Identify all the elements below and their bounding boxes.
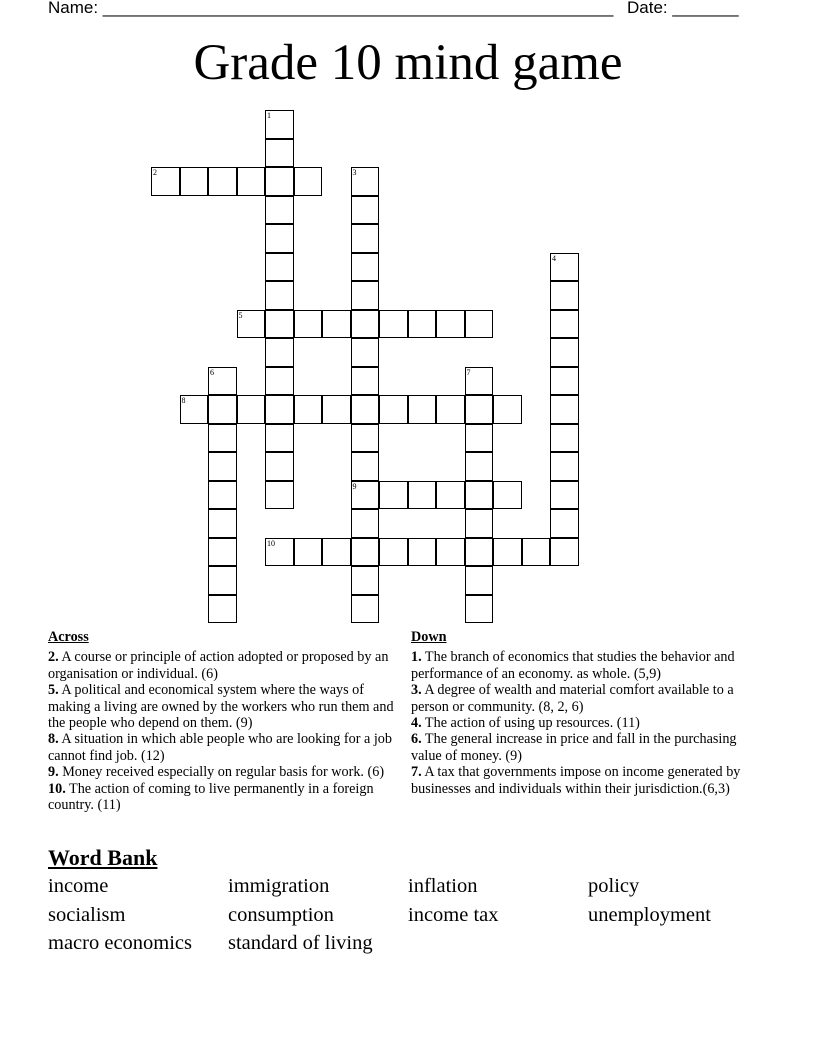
crossword-cell[interactable]	[265, 395, 294, 424]
clue-number-label: 8.	[48, 731, 59, 748]
crossword-cell[interactable]	[379, 481, 408, 510]
crossword-cell[interactable]	[265, 424, 294, 453]
crossword-cell[interactable]	[265, 281, 294, 310]
clue-number-label: 6.	[411, 731, 422, 748]
crossword-cell[interactable]	[265, 196, 294, 225]
crossword-cell[interactable]	[408, 538, 437, 567]
word-bank-title: Word Bank	[48, 845, 158, 870]
crossword-cell[interactable]	[550, 424, 579, 453]
crossword-cell[interactable]	[465, 538, 494, 567]
crossword-cell[interactable]	[351, 595, 380, 624]
crossword-cell[interactable]	[436, 481, 465, 510]
word-bank-item: macro economics	[48, 932, 193, 954]
crossword-cell[interactable]	[237, 310, 266, 339]
word-bank-item: standard of living	[228, 932, 373, 954]
crossword-cell[interactable]	[294, 395, 323, 424]
crossword-cell[interactable]	[351, 424, 380, 453]
down-clue	[411, 682, 756, 715]
crossword-cell[interactable]	[436, 310, 465, 339]
crossword-cell[interactable]	[351, 253, 380, 282]
down-clues	[411, 629, 756, 797]
clue-number-label: 10.	[48, 780, 66, 797]
crossword-cell[interactable]	[208, 395, 237, 424]
crossword-cell[interactable]	[465, 481, 494, 510]
clue-number: 7	[466, 367, 471, 377]
down-heading: Down	[411, 629, 447, 645]
clue-number-label: 5.	[48, 682, 59, 699]
crossword-cell[interactable]	[265, 538, 294, 567]
crossword-cell[interactable]	[351, 338, 380, 367]
crossword-cell[interactable]	[208, 367, 237, 396]
crossword-cell[interactable]	[408, 310, 437, 339]
crossword-cell[interactable]	[408, 395, 437, 424]
word-bank-item: income	[48, 875, 109, 897]
crossword-cell[interactable]	[294, 538, 323, 567]
crossword-cell[interactable]	[550, 367, 579, 396]
crossword-cell[interactable]	[265, 110, 294, 139]
date-field: Date: _______	[627, 0, 739, 17]
clue-number-label: 1.	[411, 649, 422, 666]
crossword-cell[interactable]	[351, 452, 380, 481]
crossword-cell[interactable]	[351, 566, 380, 595]
clue-number: 10	[267, 538, 275, 548]
crossword-cell[interactable]	[465, 395, 494, 424]
crossword-cell[interactable]	[151, 167, 180, 196]
crossword-cell[interactable]	[351, 196, 380, 225]
crossword-cell[interactable]	[208, 424, 237, 453]
clue-number: 8	[181, 396, 186, 405]
clue-text: The branch of economics that studies the behavior and performance of an economy. as whole. (5,9)	[411, 649, 735, 682]
clue-number-label: 9.	[48, 764, 59, 781]
clue-text: The action of using up resources. (11)	[421, 715, 640, 732]
crossword-cell[interactable]	[493, 481, 522, 510]
clue-text: The general increase in price and fall in the purchasing value of money. (9)	[411, 731, 737, 764]
crossword-cell[interactable]	[265, 253, 294, 282]
clue-number: 2	[153, 168, 157, 177]
crossword-cell[interactable]	[351, 224, 380, 253]
crossword-cell[interactable]	[408, 481, 437, 510]
clue-text: A tax that governments impose on income generated by businesses and individuals within their jurisdiction.(6,3)	[411, 764, 741, 797]
across-clue-list	[48, 649, 404, 813]
clue-text: A political and economical system where the ways of making a living are owned by the workers who run them and the people who depend on them. (9)	[48, 682, 394, 732]
crossword-cell[interactable]	[493, 538, 522, 567]
crossword-cell[interactable]	[379, 310, 408, 339]
crossword-cell[interactable]	[265, 481, 294, 510]
crossword-cell[interactable]	[265, 167, 294, 196]
crossword-cell[interactable]	[208, 509, 237, 538]
down-clue-list	[411, 649, 756, 797]
crossword-cell[interactable]	[322, 310, 351, 339]
crossword-cell[interactable]	[351, 310, 380, 339]
crossword-cell[interactable]	[265, 338, 294, 367]
crossword-cell[interactable]	[351, 167, 380, 196]
down-clue	[411, 764, 756, 797]
crossword-cell[interactable]	[180, 395, 209, 424]
clue-text: A course or principle of action adopted or proposed by an organisation or individual. (6)	[48, 649, 389, 682]
crossword-cell[interactable]	[265, 224, 294, 253]
crossword-cell[interactable]	[265, 310, 294, 339]
crossword-cell[interactable]	[208, 481, 237, 510]
crossword-cell[interactable]	[550, 253, 579, 282]
crossword-cell[interactable]	[265, 139, 294, 168]
crossword-cell[interactable]	[351, 367, 380, 396]
word-bank-item: income tax	[408, 903, 499, 926]
crossword-cell[interactable]	[379, 538, 408, 567]
crossword-cell[interactable]	[208, 595, 237, 624]
clue-number: 1	[267, 111, 271, 120]
crossword-cell[interactable]	[265, 367, 294, 396]
word-bank-item: immigration	[228, 875, 330, 897]
across-clues	[48, 629, 404, 813]
word-bank-item: socialism	[48, 903, 126, 926]
crossword-cell[interactable]	[322, 395, 351, 424]
crossword-cell[interactable]	[351, 395, 380, 424]
clue-number-label: 4.	[411, 715, 422, 732]
clue-number: 4	[552, 253, 556, 263]
crossword-cell[interactable]	[351, 281, 380, 310]
crossword-cell[interactable]	[294, 310, 323, 339]
across-clue	[48, 781, 404, 814]
crossword-cell[interactable]	[465, 595, 494, 624]
crossword-cell[interactable]	[379, 395, 408, 424]
crossword-cell[interactable]	[208, 566, 237, 595]
clue-number-label: 2.	[48, 649, 59, 666]
crossword-cell[interactable]	[550, 452, 579, 481]
crossword-cell[interactable]	[550, 481, 579, 510]
word-bank-item: consumption	[228, 903, 334, 926]
crossword-cell[interactable]	[351, 509, 380, 538]
clue-text: The action of coming to live permanently in a foreign country. (11)	[48, 780, 374, 814]
clue-text: A situation in which able people who are looking for a job cannot find job. (12)	[48, 731, 392, 764]
crossword-cell[interactable]	[550, 509, 579, 538]
across-clue	[48, 682, 404, 731]
clue-number: 5	[238, 310, 243, 320]
clue-text: Money received especially on regular basis for work. (6)	[58, 764, 385, 781]
crossword-cell[interactable]	[550, 281, 579, 310]
crossword-cell[interactable]	[436, 538, 465, 567]
across-heading: Across	[48, 629, 89, 645]
crossword-cell[interactable]	[550, 395, 579, 424]
clue-number-label: 3.	[411, 682, 422, 699]
crossword-cell[interactable]	[465, 509, 494, 538]
clue-number-label: 7.	[411, 764, 422, 781]
word-bank-item: policy	[588, 875, 640, 897]
word-bank-item: unemployment	[588, 903, 711, 926]
crossword-cell[interactable]	[465, 367, 494, 396]
crossword-cell[interactable]	[351, 538, 380, 567]
down-clue	[411, 715, 756, 731]
crossword-cell[interactable]	[208, 452, 237, 481]
crossword-cell[interactable]	[465, 566, 494, 595]
clue-number: 3	[352, 168, 357, 177]
crossword-cell[interactable]	[465, 310, 494, 339]
crossword-cell[interactable]	[550, 338, 579, 367]
word-bank-item: inflation	[408, 875, 478, 897]
page-title: Grade 10 mind game	[193, 35, 623, 91]
crossword-cell[interactable]	[180, 167, 209, 196]
crossword-cell[interactable]	[322, 538, 351, 567]
crossword-cell[interactable]	[436, 395, 465, 424]
crossword-cell[interactable]	[522, 538, 551, 567]
down-clue	[411, 731, 756, 764]
crossword-cell[interactable]	[465, 424, 494, 453]
crossword-cell[interactable]	[208, 538, 237, 567]
clue-text: A degree of wealth and material comfort available to a person or community. (8, 2, 6)	[411, 682, 734, 715]
across-clue	[48, 764, 404, 780]
crossword-cell[interactable]	[550, 538, 579, 567]
crossword-cell[interactable]	[265, 452, 294, 481]
clue-number: 6	[210, 367, 214, 377]
name-field: Name: ______________________________________________________	[48, 0, 614, 17]
crossword-cell[interactable]	[493, 395, 522, 424]
crossword-cell[interactable]	[550, 310, 579, 339]
across-clue	[48, 731, 404, 764]
crossword-cell[interactable]	[208, 167, 237, 196]
crossword-cell[interactable]	[237, 167, 266, 196]
across-clue	[48, 649, 404, 682]
clue-number: 9	[352, 481, 357, 491]
crossword-cell[interactable]	[294, 167, 323, 196]
crossword-cell[interactable]	[465, 452, 494, 481]
crossword-cell[interactable]	[237, 395, 266, 424]
down-clue	[411, 649, 756, 682]
crossword-cell[interactable]	[351, 481, 380, 510]
